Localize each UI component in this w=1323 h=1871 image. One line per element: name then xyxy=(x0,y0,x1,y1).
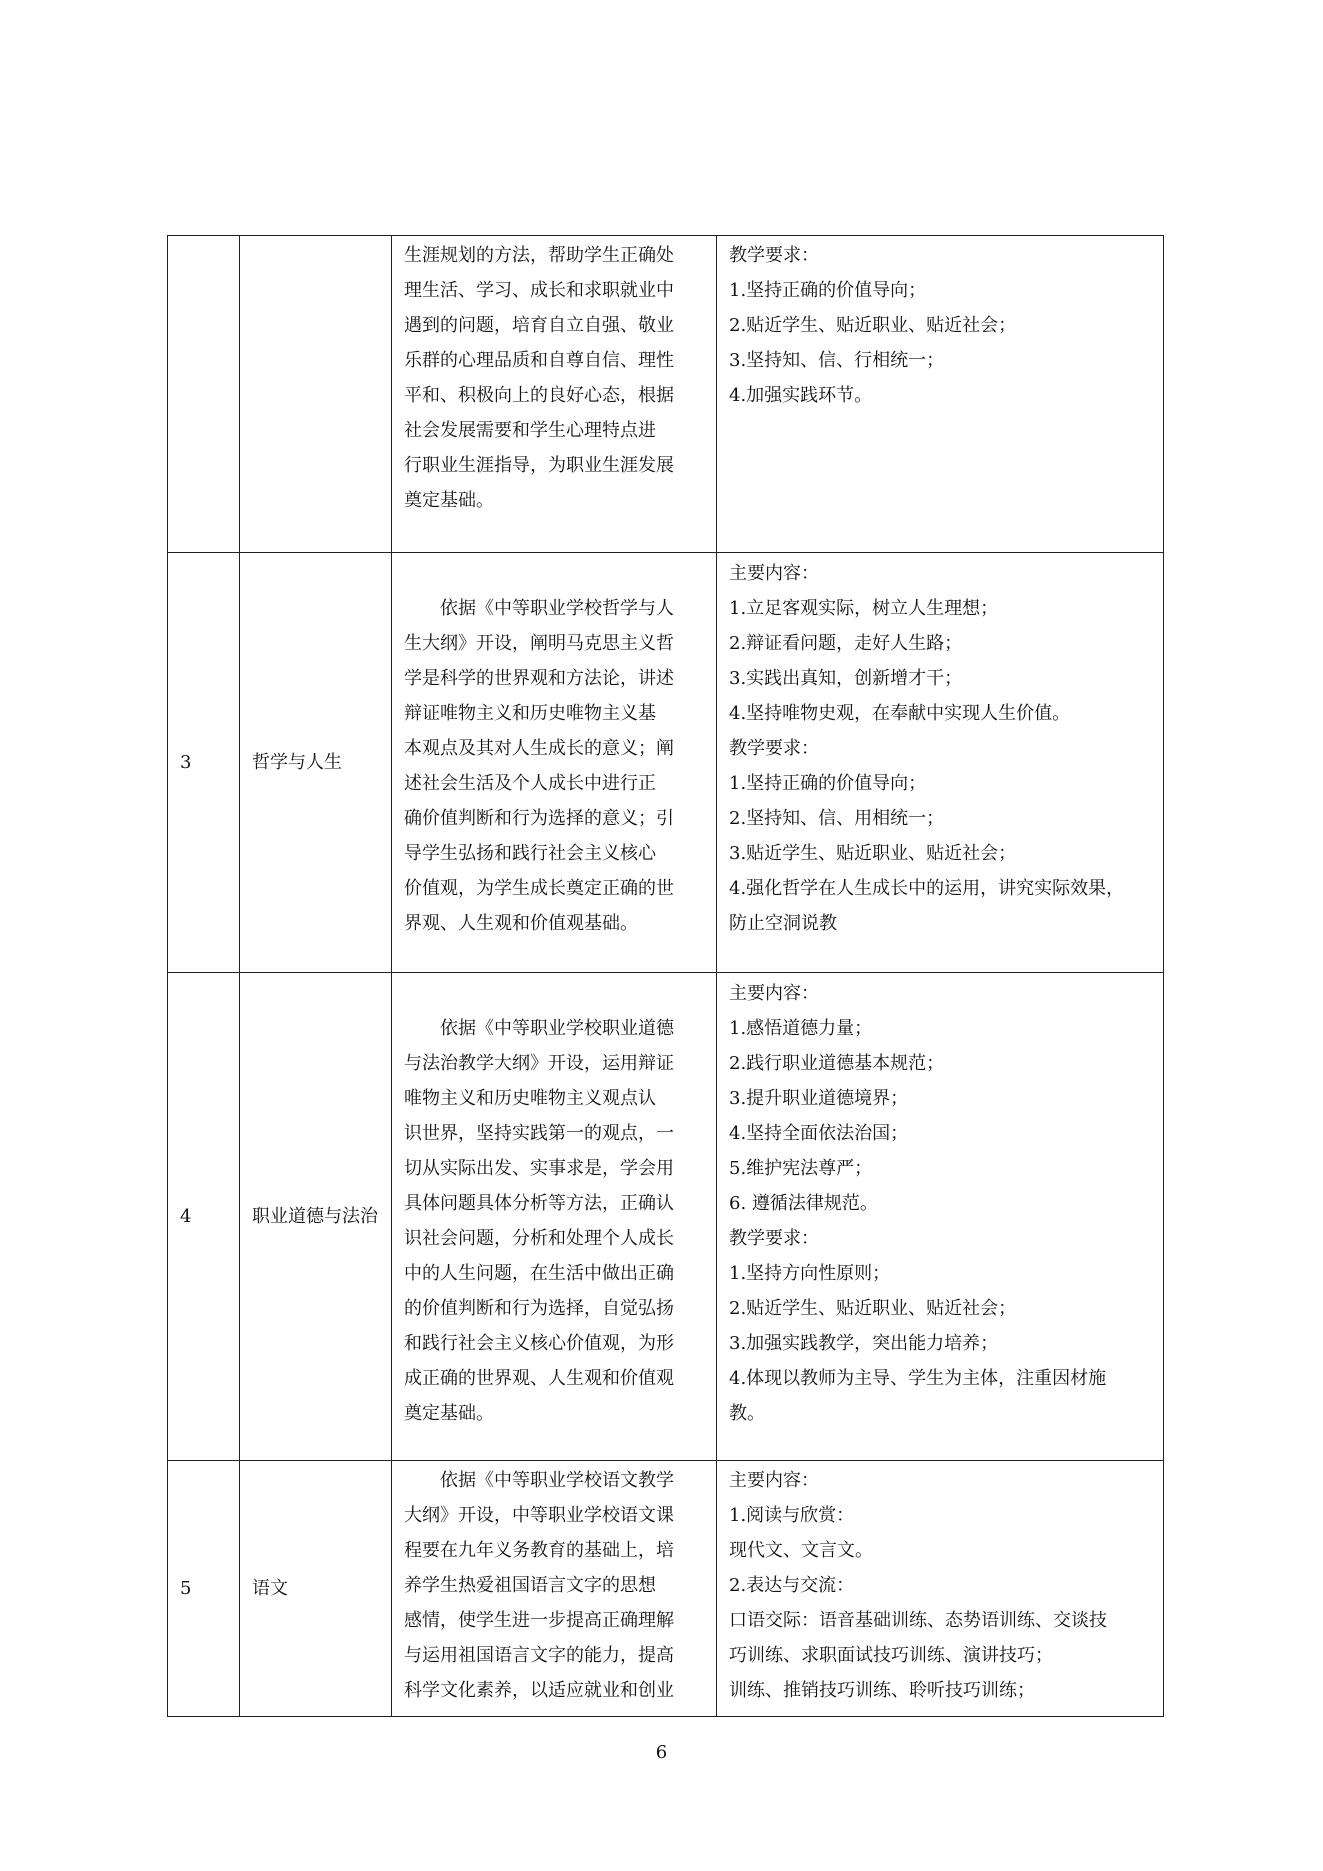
row-number-cell: 5 xyxy=(168,1461,240,1717)
course-name-cell: 职业道德与法治 xyxy=(240,973,392,1461)
course-name-cell: 语文 xyxy=(240,1461,392,1717)
description-line: 导学生弘扬和践行社会主义核心 xyxy=(404,843,656,864)
curriculum-table xyxy=(167,235,1164,1717)
requirement-line: 5.维护宪法尊严； xyxy=(729,1158,873,1179)
description-line: 理生活、学习、成长和求职就业中 xyxy=(404,280,674,301)
requirement-line: 巧训练、求职面试技巧训练、演讲技巧； xyxy=(729,1645,1053,1666)
description-line: 价值观，为学生成长奠定正确的世 xyxy=(404,878,674,899)
requirement-line: 1.坚持正确的价值导向； xyxy=(729,280,927,301)
description-line: 社会发展需要和学生心理特点进 xyxy=(404,420,656,441)
description-line: 学是科学的世界观和方法论，讲述 xyxy=(404,668,674,689)
description-line: 奠定基础。 xyxy=(404,490,494,511)
requirement-line: 4.体现以教师为主导、学生为主体，注重因材施 xyxy=(729,1368,1107,1389)
table-row xyxy=(168,973,1164,1461)
requirement-line: 4.加强实践环节。 xyxy=(729,385,873,406)
description-line: 平和、积极向上的良好心态，根据 xyxy=(404,385,674,406)
course-name-cell: 哲学与人生 xyxy=(240,553,392,973)
course-description-cell xyxy=(392,1461,717,1717)
description-line: 本观点及其对人生成长的意义；阐 xyxy=(404,738,674,759)
description-line: 行职业生涯指导，为职业生涯发展 xyxy=(404,455,674,476)
requirement-line: 4.坚持全面依法治国； xyxy=(729,1123,909,1144)
requirement-line: 教学要求： xyxy=(729,1228,819,1249)
description-line: 辩证唯物主义和历史唯物主义基 xyxy=(404,703,656,724)
description-line: 和践行社会主义核心价值观，为形 xyxy=(404,1333,674,1354)
page-number: 6 xyxy=(655,1742,668,1763)
requirement-line: 3.坚持知、信、行相统一； xyxy=(729,350,945,371)
requirement-line: 2.贴近学生、贴近职业、贴近社会； xyxy=(729,315,1017,336)
description-line: 遇到的问题，培育自立自强、敬业 xyxy=(404,315,674,336)
course-description-cell xyxy=(392,973,717,1461)
requirement-line: 4.强化哲学在人生成长中的运用，讲究实际效果， xyxy=(729,878,1125,899)
course-description-cell xyxy=(392,236,717,553)
requirement-line: 2.践行职业道德基本规范； xyxy=(729,1053,945,1074)
description-line: 的价值判断和行为选择，自觉弘扬 xyxy=(404,1298,674,1319)
description-line: 养学生热爱祖国语言文字的思想 xyxy=(404,1575,656,1596)
requirement-line: 4.坚持唯物史观，在奉献中实现人生价值。 xyxy=(729,703,1071,724)
description-line: 依据《中等职业学校职业道德 xyxy=(440,1018,674,1039)
description-line: 生涯规划的方法，帮助学生正确处 xyxy=(404,245,674,266)
table-row xyxy=(168,1461,1164,1717)
requirement-line: 教学要求： xyxy=(729,738,819,759)
description-line: 生大纲》开设，阐明马克思主义哲 xyxy=(404,633,674,654)
course-name-cell xyxy=(240,236,392,553)
description-line: 确价值判断和行为选择的意义；引 xyxy=(404,808,674,829)
description-line: 成正确的世界观、人生观和价值观 xyxy=(404,1368,674,1389)
requirement-line: 2.辩证看问题，走好人生路； xyxy=(729,633,963,654)
requirement-line: 防止空洞说教 xyxy=(729,913,837,934)
requirement-line: 教。 xyxy=(729,1403,765,1424)
description-line: 具体问题具体分析等方法，正确认 xyxy=(404,1193,674,1214)
requirement-line: 3.贴近学生、贴近职业、贴近社会； xyxy=(729,843,1017,864)
description-line: 科学文化素养，以适应就业和创业 xyxy=(404,1680,674,1701)
description-line: 中的人生问题，在生活中做出正确 xyxy=(404,1263,674,1284)
course-description-cell xyxy=(392,553,717,973)
requirement-line: 2.表达与交流： xyxy=(729,1575,855,1596)
row-number-cell: 4 xyxy=(168,973,240,1461)
requirement-line: 1.立足客观实际，树立人生理想； xyxy=(729,598,999,619)
description-line: 识社会问题，分析和处理个人成长 xyxy=(404,1228,674,1249)
description-line: 唯物主义和历史唯物主义观点认 xyxy=(404,1088,656,1109)
requirement-line: 教学要求： xyxy=(729,245,819,266)
row-number-cell xyxy=(168,236,240,553)
requirement-line: 6. 遵循法律规范。 xyxy=(729,1193,878,1214)
description-line: 感情，使学生进一步提高正确理解 xyxy=(404,1610,674,1631)
requirement-line: 3.加强实践教学，突出能力培养； xyxy=(729,1333,999,1354)
teaching-requirements-cell xyxy=(717,553,1164,973)
description-line: 程要在九年义务教育的基础上，培 xyxy=(404,1540,674,1561)
description-line: 乐群的心理品质和自尊自信、理性 xyxy=(404,350,674,371)
requirement-line: 1.阅读与欣赏： xyxy=(729,1505,855,1526)
description-line: 与运用祖国语言文字的能力，提高 xyxy=(404,1645,674,1666)
description-line: 奠定基础。 xyxy=(404,1403,494,1424)
teaching-requirements-cell xyxy=(717,236,1164,553)
requirement-line: 2.贴近学生、贴近职业、贴近社会； xyxy=(729,1298,1017,1319)
requirement-line: 主要内容： xyxy=(729,563,819,584)
table-row xyxy=(168,553,1164,973)
requirement-line: 1.坚持方向性原则； xyxy=(729,1263,891,1284)
description-line: 界观、人生观和价值观基础。 xyxy=(404,913,638,934)
requirement-line: 3.实践出真知，创新增才干； xyxy=(729,668,963,689)
description-line: 切从实际出发、实事求是，学会用 xyxy=(404,1158,674,1179)
requirement-line: 主要内容： xyxy=(729,1470,819,1491)
requirement-line: 1.坚持正确的价值导向； xyxy=(729,773,927,794)
teaching-requirements-cell xyxy=(717,1461,1164,1717)
description-line: 依据《中等职业学校哲学与人 xyxy=(440,598,674,619)
description-line: 述社会生活及个人成长中进行正 xyxy=(404,773,656,794)
description-line: 与法治教学大纲》开设，运用辩证 xyxy=(404,1053,674,1074)
table-row xyxy=(168,236,1164,553)
requirement-line: 主要内容： xyxy=(729,983,819,1004)
requirement-line: 2.坚持知、信、用相统一； xyxy=(729,808,945,829)
requirement-line: 训练、推销技巧训练、聆听技巧训练； xyxy=(729,1680,1035,1701)
requirement-line: 3.提升职业道德境界； xyxy=(729,1088,909,1109)
teaching-requirements-cell xyxy=(717,973,1164,1461)
requirement-line: 1.感悟道德力量； xyxy=(729,1018,873,1039)
requirement-line: 现代文、文言文。 xyxy=(729,1540,873,1561)
description-line: 大纲》开设，中等职业学校语文课 xyxy=(404,1505,674,1526)
description-line: 识世界，坚持实践第一的观点，一 xyxy=(404,1123,674,1144)
row-number-cell: 3 xyxy=(168,553,240,973)
description-line: 依据《中等职业学校语文教学 xyxy=(440,1470,674,1491)
requirement-line: 口语交际：语音基础训练、态势语训练、交谈技 xyxy=(729,1610,1107,1631)
